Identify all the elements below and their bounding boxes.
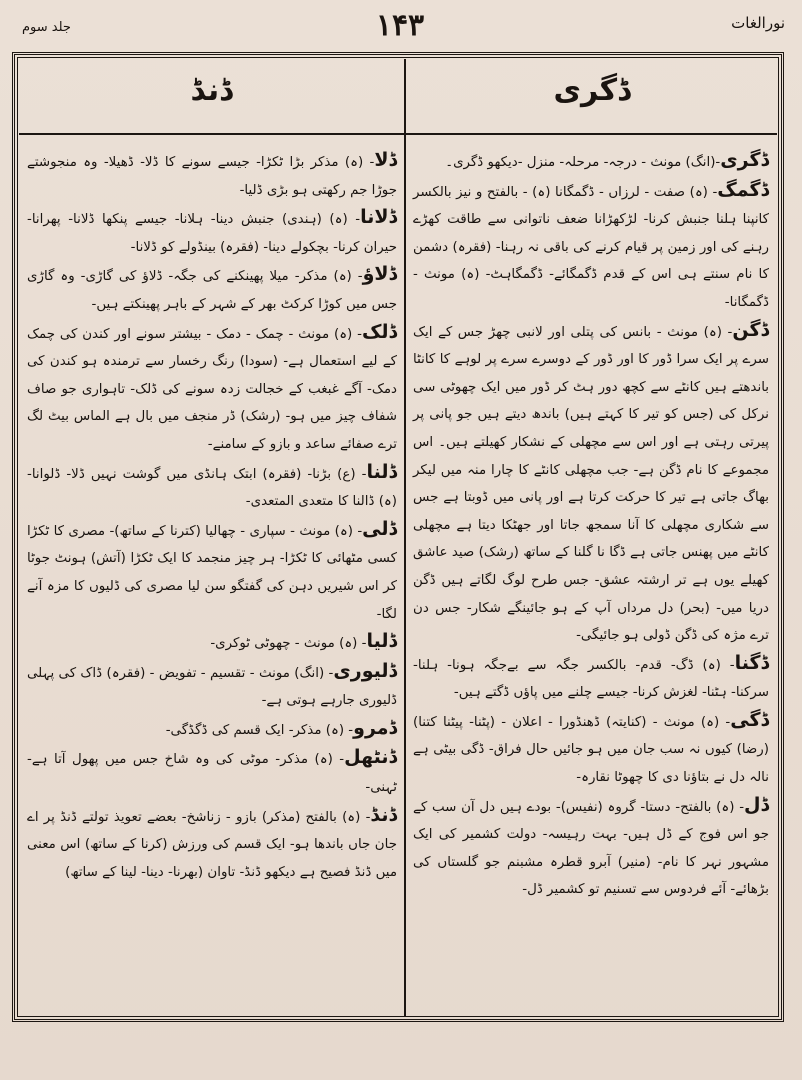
right-column-heading: ڈگری: [553, 73, 631, 108]
definition: - (ع) بڑنا- (فقرہ) ابتک ہانڈی میں گوشت نہیں ڈلا- ڈلوانا- (ہ) ڈالنا کا متعدی المتعدی-: [27, 466, 397, 510]
dictionary-entry: [413, 707, 769, 792]
headword: ڈل: [744, 793, 769, 816]
definition: - (ہ) (ہندی) جنبش دینا- ہلانا- جیسے پنکھا ڈلانا- پھرانا- حیران کرنا- بچکولے دینا- (فقرہ) بینڈولے کو ڈلانا-: [27, 212, 397, 255]
page-frame: [12, 52, 784, 1022]
dictionary-entry: [413, 177, 769, 317]
left-column-heading: ڈنڈ: [190, 73, 233, 108]
headword: ڈگن: [732, 318, 769, 341]
headword: ڈگنا: [734, 651, 769, 674]
definition: - (ہ) مذکر- موٹی کی وہ شاخ جس میں پھول آتا ہے- ٹہنی-: [27, 752, 397, 796]
dictionary-entry: [413, 650, 769, 707]
right-column: [413, 147, 769, 904]
definition: - (ہ) مذکر بڑا ٹکڑا- جیسے سونے کا ڈلا- ڈھیلا- وہ منجوشتے جوڑا جم رکھتی ہو بڑی ڈلیا-: [27, 155, 397, 198]
dictionary-entry: [413, 792, 769, 904]
book-title: نورالغات: [731, 14, 785, 32]
dictionary-entry: [27, 658, 397, 715]
definition: - (ہ) مونث - (کنایتہ) ڈھنڈورا - اعلان - (پٹنا- پیٹنا کتنا) (رضا) کیوں نہ سب جان میں ہو جائیں حال فراق- ڈگی بیٹی ہے نالہ دل نے بتاؤنا دی کا چھوٹا نقارہ-: [413, 714, 769, 786]
dictionary-entry: [27, 744, 397, 801]
headword: ڈلیوری: [333, 659, 397, 682]
dictionary-entry: [27, 147, 397, 204]
dictionary-entry: [27, 261, 397, 318]
definition: - (ہ) مونث - بانس کی پتلی اور لانبی چھڑ جس کے ایک سرے پر ایک سرا ڈور کا اور ڈور کے دوسرے سرے پر لوہے کا کانٹا باندھتے ہیں کانٹے سے کچھ دور ہٹ کر ڈور میں ایک چھوٹی سی نرکل کی (جس کو تیر کا کہتے ہیں) باندھ دیتے ہیں جو پانی پر پیرتی رہتی ہے اور اس سے مچھلی کے نشکار کھیلتے ہیں۔ اس مجموعے کا نام ڈگن ہے- جب مچھلی کانٹے کا چارا منہ میں لیکر بھاگ جاتی ہے تیر کا حرکت کرتا ہے اور پانی میں ڈوبتا ہے جس سے شکاری مچھلی کا آنا سمجھ جاتا اور جھٹکا دیتا ہے مچھلی کانٹے میں پھنس جاتی ہے ڈگا نا گلنا کے ساتھ (رشک) صید عاشق کھیلے یوں ہے تر ارشتہ عشق- جس طرح لوگ لگاتے ہیں ڈگن دریا میں- (بحر) دل مرداں آپ کے ہو جائینگے شکار- جس دن ترے مژہ کی ڈگن ڈولی ہو جائیگی-: [413, 324, 769, 644]
dictionary-entry: [27, 628, 397, 658]
heading-divider: [19, 133, 777, 135]
volume-label: جلد سوم: [22, 20, 71, 35]
headword: ڈلک: [361, 320, 397, 343]
headword: ڈگری: [720, 149, 769, 171]
definition: - (ہ) مذکر- میلا پھینکنے کی جگہ- ڈلاؤ کی گاڑی- وہ گاڑی جس میں کوڑا کرکٹ بھر کے شہر کے باہر پھینکتے ہیں-: [27, 269, 397, 312]
headword: ڈلی: [362, 517, 397, 540]
headword: ڈگمگ: [717, 178, 769, 201]
dictionary-entry: [413, 317, 769, 650]
headword: ڈلنا: [366, 460, 397, 483]
headword: ڈلیا: [366, 630, 397, 653]
headword: ڈگی: [730, 708, 769, 731]
page-number: ۱۴۳: [375, 8, 425, 43]
dictionary-entry: [27, 715, 397, 745]
definition: - (ہ) مونث - سپاری - چھالیا (کترنا کے ساتھ)- مصری کا ٹکڑا کسی مٹھائی کا ٹکڑا- ہر چیز منجمد کا ایک ٹکڑا (آتش) ہونٹ جوٹا کر اس شیریں دہن کی گفتگو سن لیا مصری کی ڈلیوں کا مزہ آنے لگا-: [27, 523, 397, 622]
column-divider: [404, 59, 406, 1017]
dictionary-entry: [27, 459, 397, 516]
headword: ڈنڈ: [370, 803, 397, 826]
definition: - (ہ) مونث - چمک - دمک - بیشتر سونے اور کندن کی چمک کے لیے استعمال ہے- (سودا) رنگ رخسار سے ترمندہ ہو کندن کی دمک- آگے غبغب کے خجالت زدہ سونے کی ڈلک- تاہواری جو صاف شفاف چیز میں ہو- (رشک) ڈر منجف میں بال ہے الماس بیٹ لگ ترے صفائے ساعد و بازو کے سامنے-: [27, 326, 397, 452]
dictionary-entry: [27, 204, 397, 261]
definition: - (ہ) صفت - لرزاں - ڈگمگانا (ہ) - بالفتح و نیز بالکسر کانپنا ہلنا جنبش کرنا- لڑکھڑانا ضعف ناتوانی سے طاقت کھڑے رہنے کی اور زمین پر قیام کرنے کی باقی نہ رہنا- (فقرہ) دشمن کا نام سنتے ہی اس کے قدم ڈگمگائے- ڈگمگاہٹ- (ہ) مونث - ڈگمگانا-: [413, 184, 769, 310]
definition: -(انگ) مونث - درجہ- مرحلہ- منزل -دیکھو ڈگری۔: [445, 155, 721, 170]
headword: ڈنٹھل: [344, 746, 397, 769]
headword: ڈلانا: [360, 206, 397, 229]
definition: - (ہ) مذکر- ایک قسم کی ڈگڈگی-: [165, 722, 354, 738]
definition: - (انگ) مونث - تقسیم - تفویض - (فقرہ) ڈاک کی پہلی ڈلیوری جارہے ہوتی ہے-: [27, 665, 397, 709]
dictionary-entry: [27, 319, 397, 459]
headword: ڈلاؤ: [362, 263, 397, 286]
dictionary-entry: [413, 147, 769, 177]
dictionary-entry: [27, 516, 397, 628]
left-column: [27, 147, 397, 886]
definition: - (ہ) مونث - چھوٹی ٹوکری-: [210, 636, 367, 652]
definition: - (ہ) بالفتح (مذکر) بازو - زناشخ- بعضے تعویذ تولتے ڈنڈ پر اے جان جاں باندھا ہو- ایک قسم کی ورزش (کرنا کے ساتھ) اس معنی میں ڈنڈ فصیح ہے دیکھو ڈنڈ- تاوان (بھرنا- دینا- لینا کے ساتھ): [27, 809, 397, 880]
dictionary-entry: [27, 802, 397, 887]
definition: - (ہ) بالفتح- دستا- گروہ (نفیس)- بودے ہیں دل آن سب کے جو اس فوج کے ڈل ہیں- بہت رہیسہ- دولت کشمیر کی ایک مشہور نہر کا نام- (منیر) آبرو قطرہ مشبنم جو گلستاں کی بڑھائے- آئے فردوس سے تسنیم تو کشمیر ڈل-: [413, 799, 769, 898]
headword: ڈلا: [374, 149, 397, 171]
headword: ڈمرو: [353, 716, 397, 739]
definition: - (ہ) ڈگ- قدم- بالکسر جگہ سے بےجگہ ہونا- ہلنا- سرکنا- ہٹنا- لغزش کرنا- جیسے چلنے میں پاؤں ڈگتے ہیں-: [413, 657, 769, 701]
